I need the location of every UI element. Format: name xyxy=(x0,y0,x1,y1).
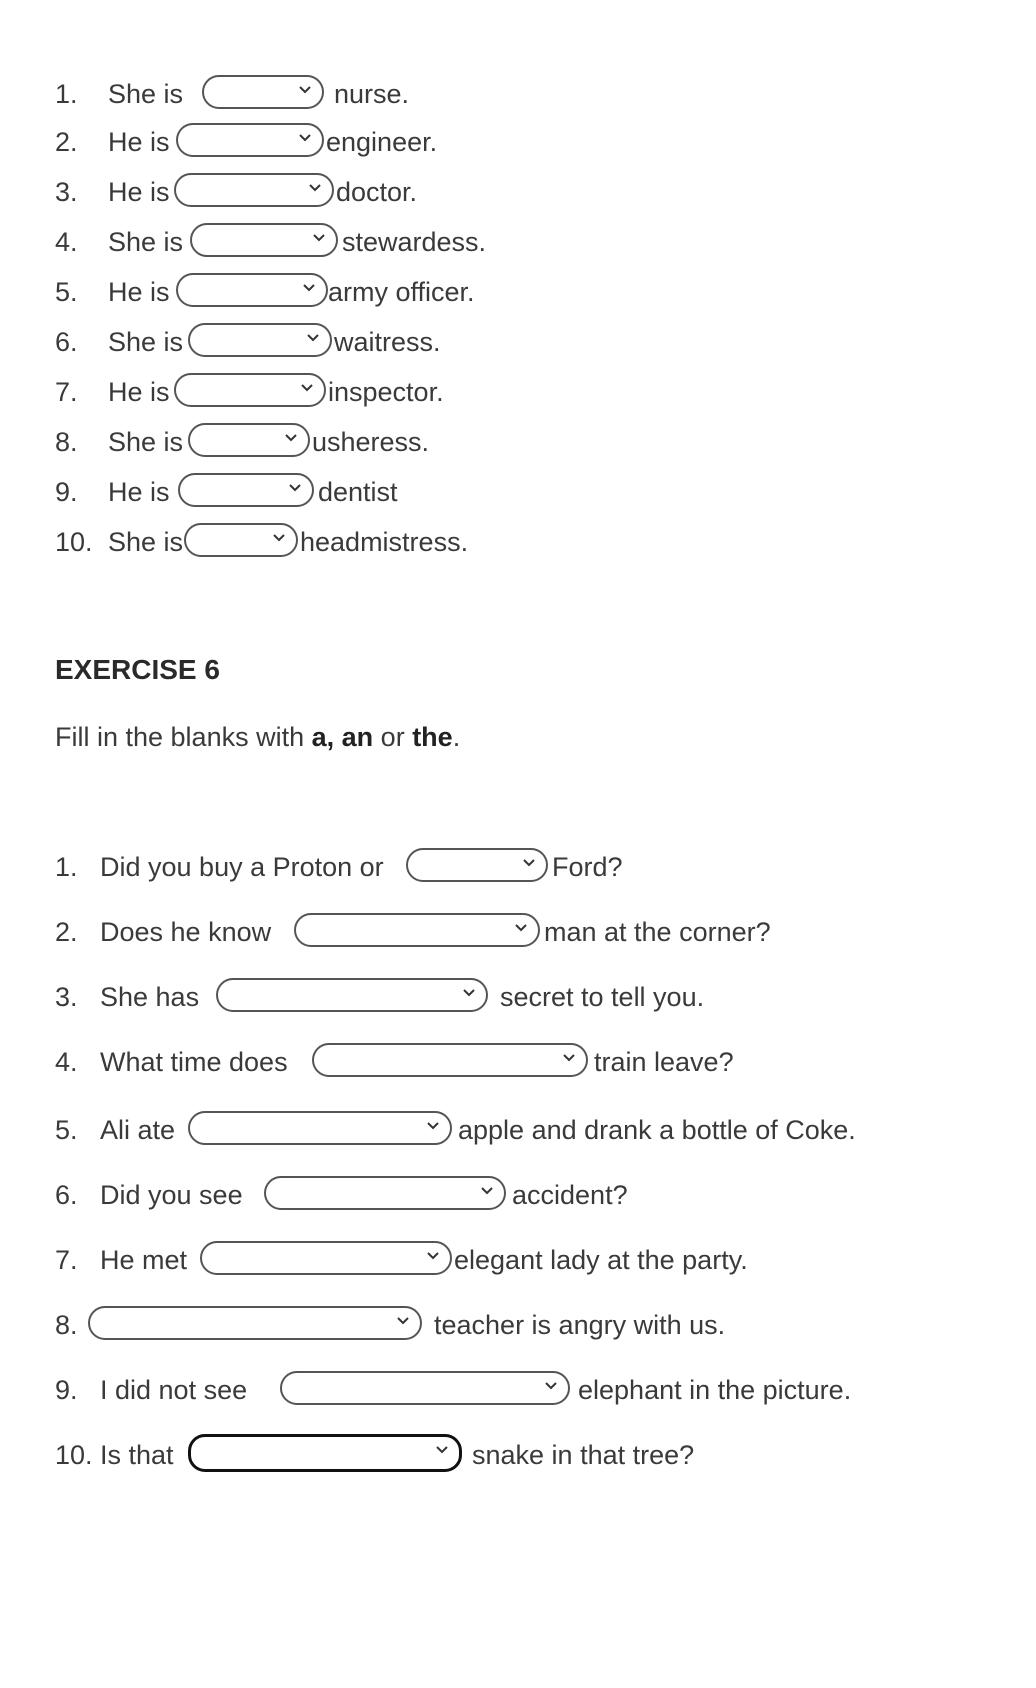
item-stem: She has xyxy=(100,982,200,1012)
item-stem: Is that xyxy=(100,1440,174,1470)
item-stem: He is xyxy=(108,477,170,507)
item-stem: She is xyxy=(108,527,184,557)
item-number: 7. xyxy=(55,1245,78,1275)
chevron-down-icon xyxy=(311,230,327,246)
item-stem: Does he know xyxy=(100,917,272,947)
instruction-text: or xyxy=(373,722,413,752)
chevron-down-icon xyxy=(543,1378,559,1394)
item-after: snake in that tree? xyxy=(472,1440,695,1470)
instruction-text: . xyxy=(452,722,461,752)
item-stem: She is xyxy=(108,227,184,257)
chevron-down-icon xyxy=(271,530,287,546)
answer-dropdown[interactable] xyxy=(406,848,548,882)
chevron-down-icon xyxy=(425,1118,441,1134)
item-after: nurse. xyxy=(334,79,410,109)
answer-dropdown[interactable] xyxy=(294,913,540,947)
item-after: elephant in the picture. xyxy=(578,1375,852,1405)
item-after: teacher is angry with us. xyxy=(434,1310,726,1340)
chevron-down-icon xyxy=(461,985,477,1001)
item-number: 9. xyxy=(55,1375,78,1405)
chevron-down-icon xyxy=(425,1248,441,1264)
chevron-down-icon xyxy=(297,130,313,146)
item-number: 10. xyxy=(55,527,93,557)
item-stem: Did you buy a Proton or xyxy=(100,852,384,882)
answer-dropdown[interactable] xyxy=(280,1371,570,1405)
answer-dropdown[interactable] xyxy=(188,423,310,457)
item-stem: I did not see xyxy=(100,1375,248,1405)
item-number: 1. xyxy=(55,852,78,882)
answer-dropdown[interactable] xyxy=(202,75,324,109)
item-stem: Did you see xyxy=(100,1180,243,1210)
chevron-down-icon xyxy=(299,380,315,396)
item-after: engineer. xyxy=(326,127,438,157)
item-number: 10. xyxy=(55,1440,93,1470)
item-after: army officer. xyxy=(328,277,475,307)
item-number: 3. xyxy=(55,982,78,1012)
exercise-heading: EXERCISE 6 xyxy=(55,654,220,685)
item-stem: She is xyxy=(108,327,184,357)
instruction-option-an: an xyxy=(341,722,374,752)
answer-dropdown[interactable] xyxy=(176,273,328,307)
item-after: apple and drank a bottle of Coke. xyxy=(458,1115,856,1145)
item-stem: Ali ate xyxy=(100,1115,176,1145)
item-stem: She is xyxy=(108,427,184,457)
item-number: 7. xyxy=(55,377,78,407)
answer-dropdown[interactable] xyxy=(176,123,324,157)
item-after: dentist xyxy=(318,477,398,507)
item-stem: She is xyxy=(108,79,184,109)
chevron-down-icon xyxy=(301,280,317,296)
answer-dropdown[interactable] xyxy=(188,1111,452,1145)
item-after: headmistress. xyxy=(300,527,469,557)
item-number: 1. xyxy=(55,79,78,109)
answer-dropdown[interactable] xyxy=(312,1043,588,1077)
item-number: 2. xyxy=(55,917,78,947)
answer-dropdown[interactable] xyxy=(188,1434,462,1472)
chevron-down-icon xyxy=(307,180,323,196)
item-number: 4. xyxy=(55,227,78,257)
item-number: 6. xyxy=(55,327,78,357)
instruction-text: Fill in the blanks with xyxy=(55,722,312,752)
item-after: train leave? xyxy=(594,1047,734,1077)
item-stem: He met xyxy=(100,1245,188,1275)
item-number: 8. xyxy=(55,427,78,457)
answer-dropdown[interactable] xyxy=(184,523,298,557)
item-number: 5. xyxy=(55,277,78,307)
chevron-down-icon xyxy=(479,1183,495,1199)
item-after: inspector. xyxy=(328,377,444,407)
item-after: elegant lady at the party. xyxy=(454,1245,748,1275)
item-stem: What time does xyxy=(100,1047,288,1077)
exercise-instruction xyxy=(55,722,460,753)
item-number: 6. xyxy=(55,1180,78,1210)
item-stem: He is xyxy=(108,127,170,157)
answer-dropdown[interactable] xyxy=(174,373,326,407)
answer-dropdown[interactable] xyxy=(178,473,314,507)
item-stem: He is xyxy=(108,277,170,307)
answer-dropdown[interactable] xyxy=(188,323,332,357)
chevron-down-icon xyxy=(297,82,313,98)
chevron-down-icon xyxy=(521,855,537,871)
item-number: 5. xyxy=(55,1115,78,1145)
chevron-down-icon xyxy=(283,430,299,446)
answer-dropdown[interactable] xyxy=(200,1241,452,1275)
item-after: doctor. xyxy=(336,177,418,207)
instruction-option-a: a, xyxy=(311,722,335,752)
item-stem: He is xyxy=(108,377,170,407)
item-after: man at the corner? xyxy=(544,917,771,947)
answer-dropdown[interactable] xyxy=(88,1306,422,1340)
chevron-down-icon xyxy=(305,330,321,346)
item-number: 8. xyxy=(55,1310,78,1340)
answer-dropdown[interactable] xyxy=(264,1176,506,1210)
chevron-down-icon xyxy=(513,920,529,936)
chevron-down-icon xyxy=(287,480,303,496)
item-after: waitress. xyxy=(334,327,441,357)
answer-dropdown[interactable] xyxy=(190,223,338,257)
chevron-down-icon xyxy=(395,1313,411,1329)
instruction-option-the: the xyxy=(412,722,453,752)
item-number: 9. xyxy=(55,477,78,507)
item-number: 4. xyxy=(55,1047,78,1077)
answer-dropdown[interactable] xyxy=(174,173,334,207)
item-number: 3. xyxy=(55,177,78,207)
chevron-down-icon xyxy=(434,1442,450,1458)
chevron-down-icon xyxy=(561,1050,577,1066)
item-after: usheress. xyxy=(312,427,430,457)
item-after: stewardess. xyxy=(342,227,487,257)
answer-dropdown[interactable] xyxy=(216,978,488,1012)
item-after: accident? xyxy=(512,1180,628,1210)
item-stem: He is xyxy=(108,177,170,207)
item-number: 2. xyxy=(55,127,78,157)
item-after: Ford? xyxy=(552,852,623,882)
item-after: secret to tell you. xyxy=(500,982,705,1012)
